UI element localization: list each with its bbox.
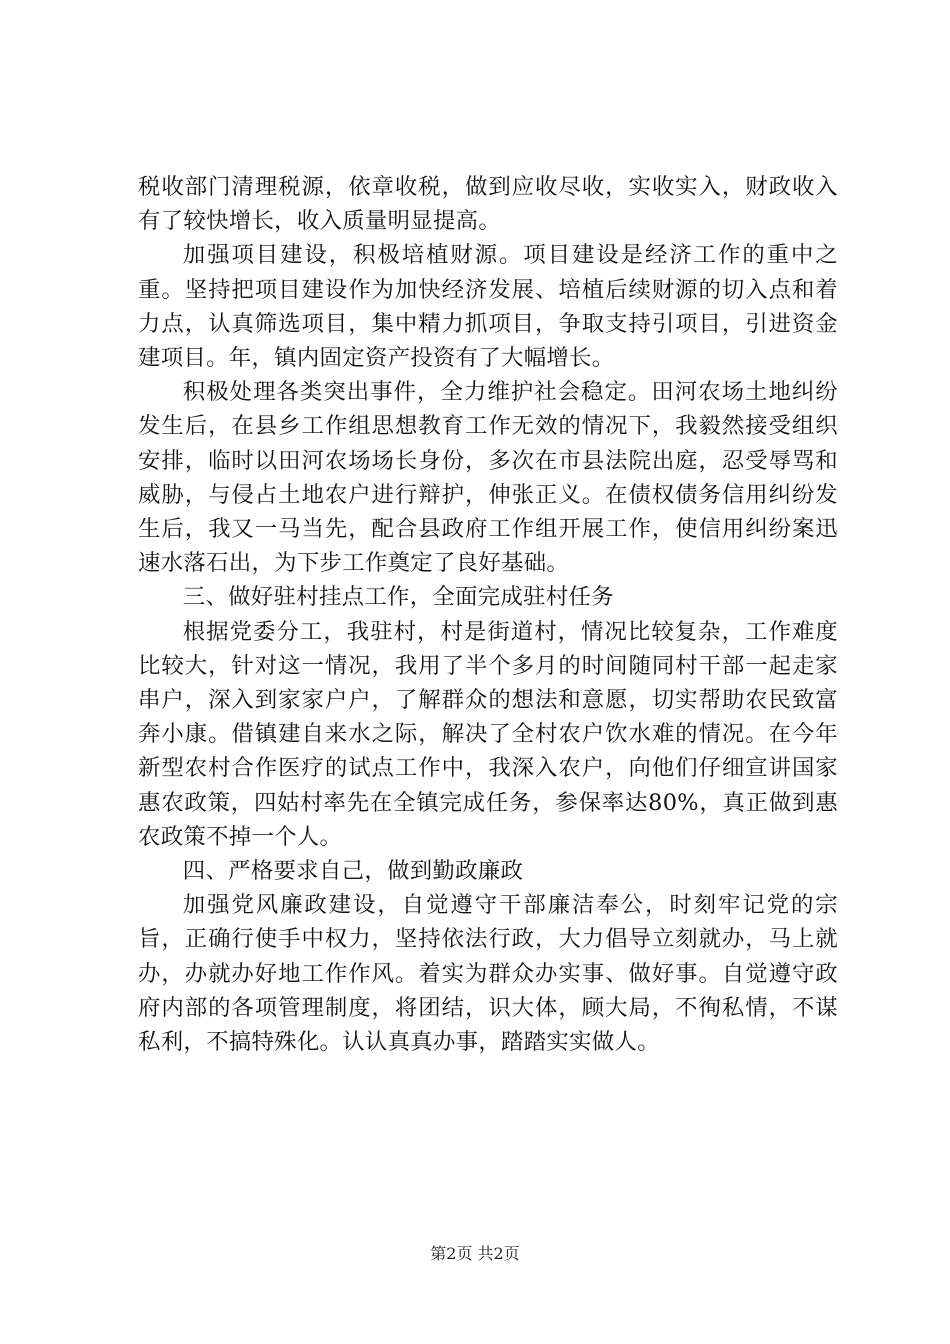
paragraph-continuation: 税收部门清理税源，依章收税，做到应收尽收，实收实入，财政收入有了较快增长，收入质量明显提高。 bbox=[138, 174, 838, 235]
paragraph-social-stability: 积极处理各类突出事件，全力维护社会稳定。田河农场土地纠纷发生后，在县乡工作组思想教育工作无效的情况下，我毅然接受组织安排，临时以田河农场场长身份，多次在市县法院出庭，忍受辱骂和威胁，与侵占土地农户进行辩护，伸张正义。在债权债务信用纠纷发生后，我又一马当先，配合县政府工作组开展工作，使信用纠纷案迅速水落石出，为下步工作奠定了良好基础。 bbox=[138, 379, 838, 577]
page-number: 第2页 共2页 bbox=[430, 1244, 520, 1263]
section-heading-village-work: 三、做好驻村挂点工作，全面完成驻村任务 bbox=[182, 584, 614, 611]
paragraph-village-work: 根据党委分工，我驻村，村是街道村，情况比较复杂，工作难度比较大，针对这一情况，我用了半个多月的时间随同村干部一起走家串户，深入到家家户户，了解群众的想法和意愿，切实帮助农民致富奔小康。借镇建自来水之际，解决了全村农户饮水难的情况。在今年新型农村合作医疗的试点工作中，我深入农户，向他们仔细宣讲国家惠农政策，四姑村率先在全镇完成任务，参保率达80%，真正做到惠农政策不掉一个人。 bbox=[138, 618, 838, 850]
paragraph-project-construction: 加强项目建设，积极培植财源。项目建设是经济工作的重中之重。坚持把项目建设作为加快经济发展、培植后续财源的切入点和着力点，认真筛选项目，集中精力抓项目，争取支持引项目，引进资金建项目。年，镇内固定资产投资有了大幅增长。 bbox=[138, 242, 838, 372]
section-heading-integrity: 四、严格要求自己，做到勤政廉政 bbox=[182, 858, 524, 885]
page-footer bbox=[0, 1243, 950, 1265]
paragraph-integrity: 加强党风廉政建设，自觉遵守干部廉洁奉公，时刻牢记党的宗旨，正确行使手中权力，坚持依法行政，大力倡导立刻就办，马上就办，办就办好地工作作风。着实为群众办实事、做好事。自觉遵守政府内部的各项管理制度，将团结，识大体，顾大局，不徇私情，不谋私利，不搞特殊化。认认真真办事，踏踏实实做人。 bbox=[138, 892, 838, 1056]
document-body bbox=[138, 170, 838, 1059]
